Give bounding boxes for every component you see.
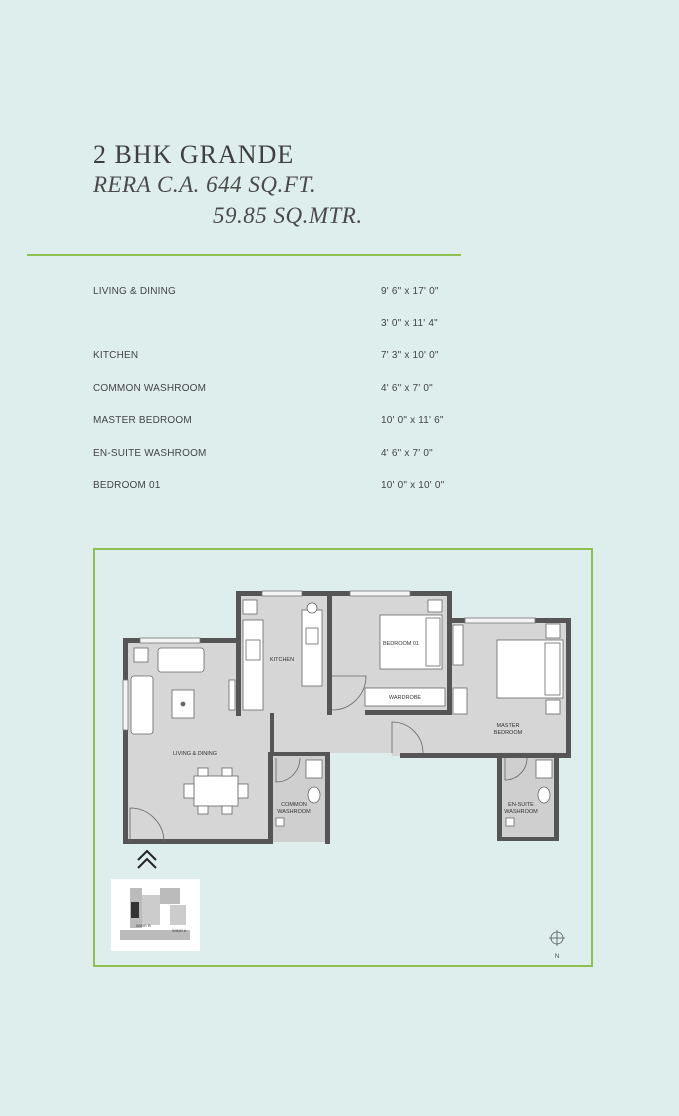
label-common-1: COMMON [281, 802, 307, 808]
metric-area: 59.85 SQ.MTR. [213, 203, 363, 228]
key-plan-wing-b: WING B [136, 923, 151, 928]
key-plan-wing-a: WING A [172, 928, 187, 933]
page-title: 2 BHK GRANDE [93, 140, 295, 169]
key-plan [111, 879, 200, 951]
spec-room-name: MASTER BEDROOM [93, 415, 192, 426]
spec-room-size: 10' 0" x 11' 6" [381, 415, 444, 426]
label-wardrobe: WARDROBE [388, 695, 422, 701]
label-ensuite-1: EN-SUITE [508, 802, 534, 808]
label-bedroom-01: BEDROOM 01 [382, 641, 420, 647]
spec-room-size: 7' 3" x 10' 0" [381, 350, 439, 361]
spec-room-name: EN-SUITE WASHROOM [93, 448, 207, 459]
spec-room-size: 4' 6" x 7' 0" [381, 448, 433, 459]
label-living: LIVING & DINING [172, 751, 218, 757]
spec-room-size: 3' 0" x 11' 4" [381, 318, 438, 329]
label-kitchen: KITCHEN [269, 657, 295, 663]
spec-room-name: COMMON WASHROOM [93, 383, 207, 394]
spec-room-size: 10' 0" x 10' 0" [381, 480, 445, 491]
spec-room-name: BEDROOM 01 [93, 480, 161, 491]
spec-room-size: 4' 6" x 7' 0" [381, 383, 433, 394]
label-master-1: MASTER [496, 723, 520, 729]
spec-room-name: LIVING & DINING [93, 286, 177, 297]
label-master-2: BEDROOM [493, 730, 523, 736]
label-ensuite-2: WASHROOM [504, 809, 538, 815]
entry-arrow-icon [138, 851, 156, 868]
compass-icon [549, 930, 565, 946]
spec-room-name: KITCHEN [93, 350, 139, 361]
label-common-2: WASHROOM [277, 809, 311, 815]
rera-area: RERA C.A. 644 SQ.FT. [93, 172, 317, 197]
spec-room-size: 9' 6" x 17' 0" [381, 286, 439, 297]
compass-north-label: N [554, 954, 560, 960]
